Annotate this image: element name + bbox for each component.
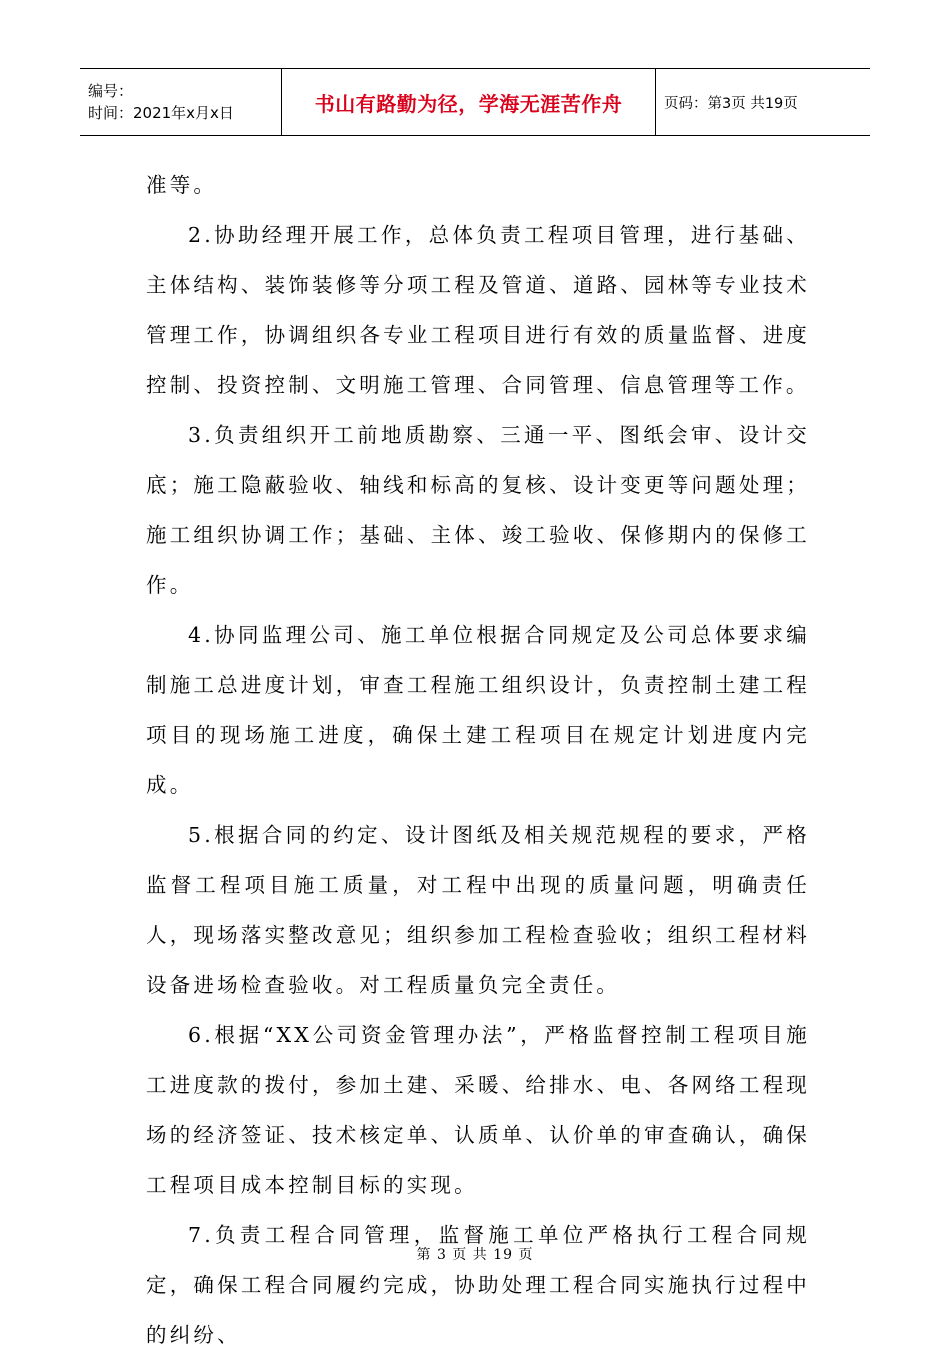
paragraph: 4.协同监理公司、施工单位根据合同规定及公司总体要求编制施工总进度计划，审查工程施工组织设计，负责控制土建工程项目的现场施工进度，确保土建工程项目在规定计划进度内完成。 [146,623,810,797]
header-meta [80,69,282,135]
paragraph: 准等。 [146,173,218,197]
page-footer [0,1244,950,1264]
header-page-code: 页码：第3页 共19页 [664,95,798,112]
document-body [146,160,810,1360]
footer-page-number: 第 3 页 共 19 页 [416,1247,534,1263]
header-motto-cell [282,69,656,135]
paragraph: 7.负责工程合同管理，监督施工单位严格执行工程合同规定，确保工程合同履约完成，协助处理工程合同实施执行过程中的纠纷、 [146,1223,810,1347]
page-header [80,68,870,136]
paragraph: 3.负责组织开工前地质勘察、三通一平、图纸会审、设计交底；施工隐蔽验收、轴线和标高的复核、设计变更等问题处理；施工组织协调工作；基础、主体、竣工验收、保修期内的保修工作。 [146,423,810,597]
document-date: 时间：2021年x月x日 [88,104,234,122]
paragraph: 2.协助经理开展工作，总体负责工程项目管理，进行基础、主体结构、装饰装修等分项工程及管道、道路、园林等专业技术管理工作，协调组织各专业工程项目进行有效的质量监督、进度控制、投资控制、文明施工管理、合同管理、信息管理等工作。 [146,223,810,397]
document-number-label: 编号： [88,82,134,100]
header-motto: 书山有路勤为径，学海无涯苦作舟 [314,91,623,116]
paragraph: 6.根据“XX公司资金管理办法”，严格监督控制工程项目施工进度款的拨付，参加土建、采暖、给排水、电、各网络工程现场的经济签证、技术核定单、认质单、认价单的审查确认，确保工程项目成本控制目标的实现。 [146,1023,810,1197]
paragraph: 5.根据合同的约定、设计图纸及相关规范规程的要求，严格监督工程项目施工质量，对工程中出现的质量问题，明确责任人，现场落实整改意见；组织参加工程检查验收；组织工程材料设备进场检查验收。对工程质量负完全责任。 [146,823,810,997]
header-page-cell [656,69,870,135]
